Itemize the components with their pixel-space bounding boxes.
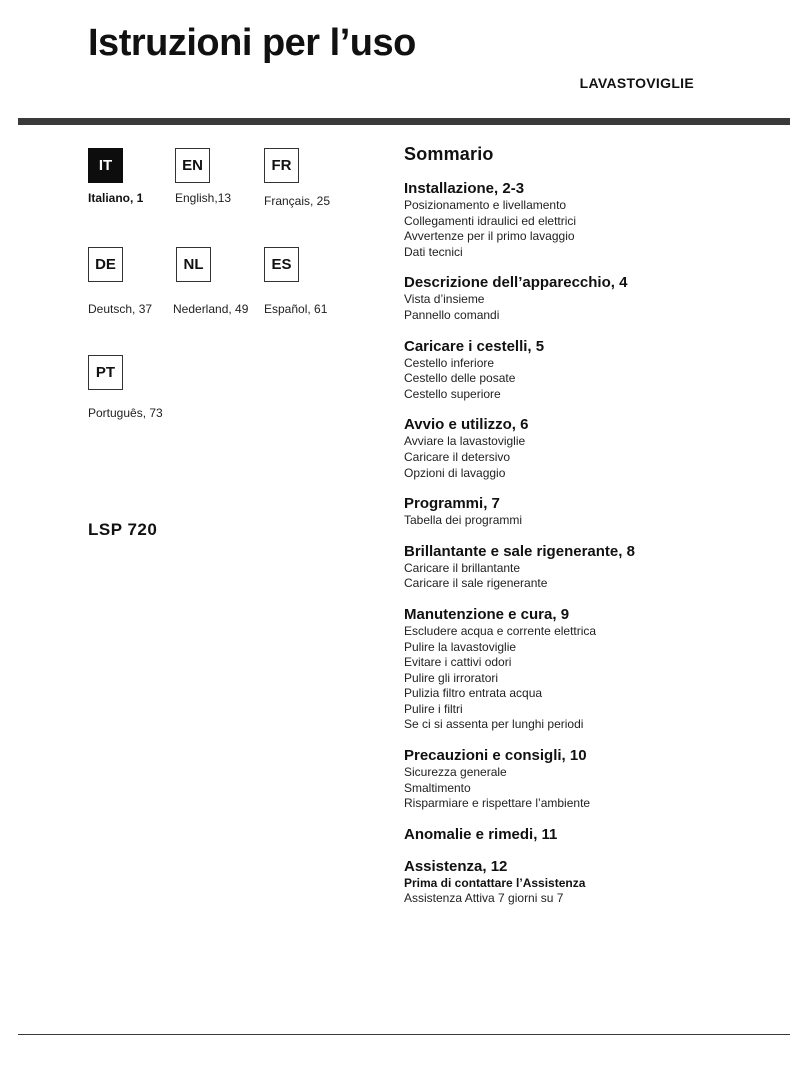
model-number: LSP 720 xyxy=(88,520,158,539)
toc-section xyxy=(404,274,784,323)
toc-section-heading[interactable]: Anomalie e rimedi, 11 xyxy=(404,825,558,843)
toc-section xyxy=(404,495,784,529)
language-label: Nederland, 49 xyxy=(173,302,249,316)
toc-section-heading[interactable]: Assistenza, 12 xyxy=(404,857,508,875)
toc-section xyxy=(404,826,784,844)
language-code-box[interactable]: ES xyxy=(264,247,299,282)
language-fr[interactable] xyxy=(264,148,354,208)
language-code-box[interactable]: IT xyxy=(88,148,123,183)
toc-section xyxy=(404,543,784,592)
toc-subitem[interactable]: Avviare la lavastoviglie xyxy=(404,434,526,449)
language-label: Français, 25 xyxy=(264,194,331,208)
toc-section xyxy=(404,858,784,907)
toc-subitem[interactable]: Pulire i filtri xyxy=(404,701,463,716)
toc-subitem[interactable]: Cestello inferiore xyxy=(404,355,495,370)
language-en[interactable] xyxy=(175,148,265,205)
toc-subitem[interactable]: Cestello delle posate xyxy=(404,371,516,386)
language-pt[interactable] xyxy=(88,355,178,420)
toc-subitem[interactable]: Opzioni di lavaggio xyxy=(404,465,506,480)
language-nl[interactable] xyxy=(173,247,266,316)
language-es[interactable] xyxy=(264,247,354,316)
language-de[interactable] xyxy=(88,247,178,316)
toc-subitem[interactable]: Dati tecnici xyxy=(404,244,463,259)
language-code-box[interactable]: FR xyxy=(264,148,299,183)
toc-section xyxy=(404,416,784,481)
language-label: Português, 73 xyxy=(88,406,163,420)
language-label: Español, 61 xyxy=(264,302,328,316)
language-code-box[interactable]: PT xyxy=(88,355,123,390)
toc-subitem[interactable]: Pulire la lavastoviglie xyxy=(404,639,517,654)
toc-subitem[interactable]: Pulizia filtro entrata acqua xyxy=(404,686,543,701)
toc-section xyxy=(404,747,784,812)
toc-subitem[interactable]: Smaltimento xyxy=(404,780,471,795)
toc-subitem[interactable]: Sicurezza generale xyxy=(404,765,507,780)
toc-subitem[interactable]: Pannello comandi xyxy=(404,307,500,322)
toc-section xyxy=(404,180,784,260)
toc-subitem[interactable]: Collegamenti idraulici ed elettrici xyxy=(404,213,577,228)
footer-divider xyxy=(18,1034,790,1035)
toc-section-heading[interactable]: Manutenzione e cura, 9 xyxy=(404,605,570,623)
toc-sections xyxy=(404,180,784,907)
toc-subitem[interactable]: Avvertenze per il primo lavaggio xyxy=(404,229,575,244)
toc-section-heading[interactable]: Descrizione dell’apparecchio, 4 xyxy=(404,274,628,292)
toc-section xyxy=(404,338,784,403)
toc-title: Sommario xyxy=(404,144,494,164)
table-of-contents xyxy=(404,144,784,921)
product-category: LAVASTOVIGLIE xyxy=(579,75,694,91)
toc-section-heading[interactable]: Caricare i cestelli, 5 xyxy=(404,337,545,355)
language-it[interactable] xyxy=(88,148,178,205)
toc-subitem[interactable]: Evitare i cattivi odori xyxy=(404,655,512,670)
toc-subitem[interactable]: Se ci si assenta per lunghi periodi xyxy=(404,717,584,732)
toc-subitem[interactable]: Tabella dei programmi xyxy=(404,513,523,528)
toc-subitem[interactable]: Escludere acqua e corrente elettrica xyxy=(404,623,597,638)
toc-subitem[interactable]: Caricare il sale rigenerante xyxy=(404,576,548,591)
language-label: English,13 xyxy=(175,191,232,205)
language-code-box[interactable]: DE xyxy=(88,247,123,282)
toc-subitem[interactable]: Assistenza Attiva 7 giorni su 7 xyxy=(404,891,564,906)
page-title: Istruzioni per l’uso xyxy=(88,22,416,64)
toc-subitem[interactable]: Cestello superiore xyxy=(404,386,501,401)
toc-subitem[interactable]: Risparmiare e rispettare l’ambiente xyxy=(404,796,591,811)
toc-subitem[interactable]: Vista d’insieme xyxy=(404,292,485,307)
toc-section-heading[interactable]: Installazione, 2-3 xyxy=(404,180,525,197)
toc-subitem[interactable]: Caricare il brillantante xyxy=(404,560,521,575)
toc-section-heading[interactable]: Avvio e utilizzo, 6 xyxy=(404,416,529,434)
language-code-box[interactable]: EN xyxy=(175,148,210,183)
toc-section-heading[interactable]: Brillantante e sale rigenerante, 8 xyxy=(404,542,635,560)
language-label: Italiano, 1 xyxy=(88,191,144,205)
header-divider xyxy=(18,118,790,125)
toc-subitem[interactable]: Caricare il detersivo xyxy=(404,449,511,464)
toc-subitem[interactable]: Posizionamento e livellamento xyxy=(404,198,567,212)
toc-section-heading[interactable]: Programmi, 7 xyxy=(404,495,500,513)
toc-section-heading[interactable]: Precauzioni e consigli, 10 xyxy=(404,747,587,765)
toc-subitem[interactable]: Prima di contattare l’Assistenza xyxy=(404,875,586,890)
language-label: Deutsch, 37 xyxy=(88,302,153,316)
toc-section xyxy=(404,606,784,733)
toc-subitem[interactable]: Pulire gli irroratori xyxy=(404,670,499,685)
language-code-box[interactable]: NL xyxy=(176,247,211,282)
